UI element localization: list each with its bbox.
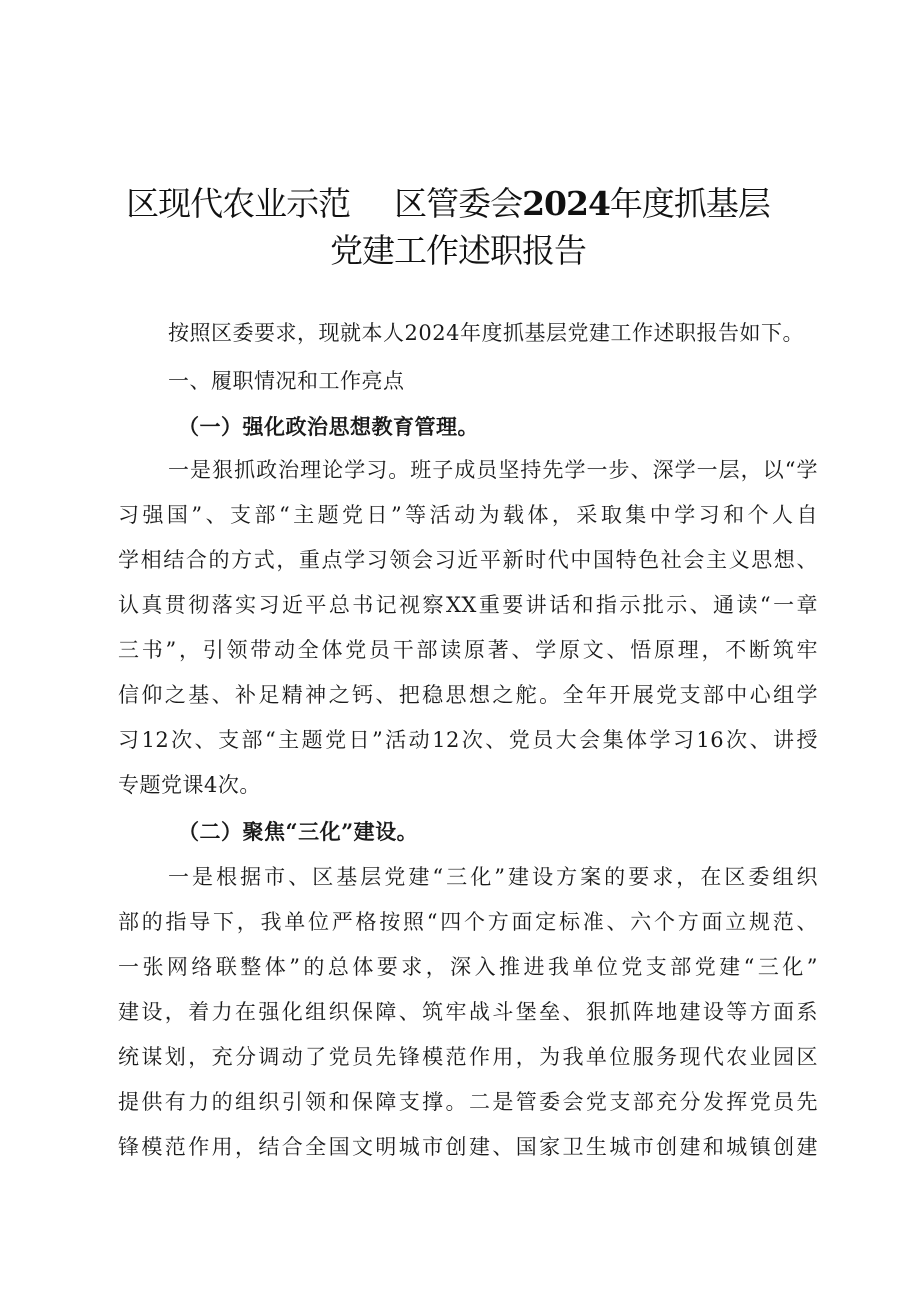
title-part-1: 区现代农业示范 xyxy=(126,184,351,223)
document-title-line-1 xyxy=(0,178,898,225)
paragraph-line: 锋模范作用，结合全国文明城市创建、国家卫生城市创建和城镇创建 xyxy=(118,1135,818,1159)
paragraph-line: 认真贯彻落实习近平总书记视察XX重要讲话和指示批示、通读“一章 xyxy=(118,593,818,617)
section-1-heading: 一、履职情况和工作亮点 xyxy=(168,369,405,393)
paragraph-line: 一是狠抓政治理论学习。班子成员坚持先学一步、深学一层，以“学 xyxy=(168,458,818,482)
title-part-2: 区管委会 xyxy=(394,184,523,223)
paragraph-line: 统谋划，充分调动了党员先锋模范作用，为我单位服务现代农业园区 xyxy=(118,1045,818,1069)
paragraph-line: 专题党课4次。 xyxy=(118,773,261,797)
subsection-2-heading: （二）聚焦“三化”建设。 xyxy=(178,819,419,844)
paragraph-line: 三书”，引领带动全体党员干部读原著、学原文、悟原理，不断筑牢 xyxy=(118,638,818,662)
paragraph-line: 一是根据市、区基层党建“三化”建设方案的要求，在区委组织 xyxy=(168,865,818,889)
subsection-1-heading: （一）强化政治思想教育管理。 xyxy=(178,414,479,439)
paragraph-line: 提供有力的组织引领和保障支撑。二是管委会党支部充分发挥党员先 xyxy=(118,1090,818,1114)
paragraph-line: 习12次、支部“主题党日”活动12次、党员大会集体学习16次、讲授 xyxy=(118,728,818,752)
paragraph-line: 学相结合的方式，重点学习领会习近平新时代中国特色社会主义思想、 xyxy=(118,548,818,572)
title-part-3: 年度抓基层 xyxy=(609,184,770,223)
title-year: 2024 xyxy=(522,184,610,223)
document-title-line-2: 党建工作述职报告 xyxy=(330,231,586,270)
paragraph-line: 部的指导下，我单位严格按照“四个方面定标准、六个方面立规范、 xyxy=(118,910,818,934)
paragraph-line: 建设，着力在强化组织保障、筑牢战斗堡垒、狠抓阵地建设等方面系 xyxy=(118,1000,818,1024)
paragraph-line: 一张网络联整体”的总体要求，深入推进我单位党支部党建“三化” xyxy=(118,955,818,979)
paragraph-line: 习强国”、支部“主题党日”等活动为载体，采取集中学习和个人自 xyxy=(118,503,818,527)
intro-paragraph: 按照区委要求，现就本人2024年度抓基层党建工作述职报告如下。 xyxy=(168,321,804,345)
paragraph-line: 信仰之基、补足精神之钙、把稳思想之舵。全年开展党支部中心组学 xyxy=(118,683,818,707)
